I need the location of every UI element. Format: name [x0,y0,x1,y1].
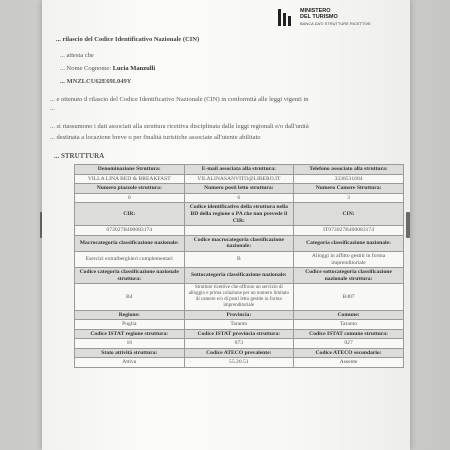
table-row [75,251,404,267]
field-value: IT073027B400083174 [294,226,404,236]
field-value: B407 [294,284,404,310]
field-value: 55.20.51 [184,358,294,368]
table-row [75,320,404,330]
ministry-emblem-icon [278,9,296,26]
field-value [184,226,294,236]
board-clip-right [406,212,410,238]
table-header-row [75,203,404,226]
paragraph-3: ... destinata a locazione breve o per finalità turistiche associate all'utente abilitato [50,134,261,141]
field-value: 073027B400083174 [75,226,185,236]
field-label: CIR: [75,203,185,226]
logo-title: MINISTERO DEL TURISMO [300,8,338,20]
table-header-row [75,310,404,320]
field-label: CIN: [294,203,404,226]
field-label: Telefono associato alla struttura: [294,165,404,175]
field-label: Comune: [294,310,404,320]
field-value: Assente [294,358,404,368]
field-value: 027 [294,339,404,349]
structure-table [74,164,404,368]
field-label: Categoria classificazione nazionale: [294,235,404,251]
field-label: Codice ATECO secondario: [294,348,404,358]
field-value: 073 [184,339,294,349]
table-header-row [75,235,404,251]
field-label: Codice ISTAT regione struttura: [75,329,185,339]
field-value: 16 [75,339,185,349]
field-label: Codice ATECO prevalente: [184,348,294,358]
table-header-row [75,184,404,194]
field-label: Codice sottocategoria classificazione nazionale struttura: [294,268,404,284]
field-label: Codice categoria classificazione nazionale struttura: [75,268,185,284]
field-value: B [184,251,294,267]
field-label: Numero piazzole struttura: [75,184,185,194]
attesta-line: ... attesta che [60,52,94,59]
field-label: Numero Camere Struttura: [294,184,404,194]
field-value: 3 [294,193,404,203]
table-row [75,339,404,349]
ministry-logo [278,8,408,30]
field-label: E-mail associata alla struttura: [184,165,294,175]
field-label: Sottocategoria classificazione nazionale: [184,268,294,284]
table-row [75,284,404,310]
field-value: 3338531684 [294,174,404,184]
section-title: ... STRUTTURA [54,152,105,160]
field-value: VILLA LINA BED & BREAKFAST [75,174,185,184]
field-label: Provincia: [184,310,294,320]
table-header-row [75,348,404,358]
codice-fiscale: ... MNZLCU62E69L049Y [60,78,132,85]
table-row [75,174,404,184]
field-label: Codice ISTAT provincia struttura: [184,329,294,339]
field-value: 0 [75,193,185,203]
field-value: Taranto [184,320,294,330]
doc-title: ... rilascio del Codice Identificativo Nazionale (CIN) [56,36,200,43]
name-label: ... Nome Cognome: [60,65,112,72]
field-label: Denominazione Struttura: [75,165,185,175]
table-header-row [75,165,404,175]
field-label: Regione: [75,310,185,320]
field-label: Macrocategoria classificazione nazionale: [75,235,185,251]
paragraph-2: ... si riassumono i dati associati alla struttura ricettiva disciplinata dalle leggi regionali e/o dall'unità [50,123,309,130]
table-row [75,226,404,236]
field-label: Stato attività struttura: [75,348,185,358]
field-value: Taranto [294,320,404,330]
paragraph-1b: ... [50,105,55,112]
table-row [75,193,404,203]
name-value: Lucia Manzulli [112,65,156,72]
field-value: Strutture ricettive che offrono un servizio di alloggio e prima colazione per un numero limitato di camere e/o di posti letto gestite in forma imprenditoriale [184,284,294,310]
field-value: Puglia [75,320,185,330]
field-value: VILALINASANVITO@LIBERO.IT [184,174,294,184]
field-value: 6 [184,193,294,203]
logo-subtitle: BANCA DATI STRUTTURE RICETTIVE [300,21,371,26]
field-value: Attiva [75,358,185,368]
field-value: Alloggi in affitto gestiti in forma imprenditoriale [294,251,404,267]
paragraph-1: ... e ottenuto il rilascio del Codice Identificativo Nazionale (CIN) in conformità alle leggi vigenti in [50,96,309,103]
field-label: Codice identificativo della struttura nella BD della regione o PA che non prevede il CIR: [184,203,294,226]
table-header-row [75,268,404,284]
field-label: Codice macrocategoria classificazione nazionale: [184,235,294,251]
field-label: Numero posti letto struttura: [184,184,294,194]
field-value: Esercizi extralberghieri complementari [75,251,185,267]
table-header-row [75,329,404,339]
table-row [75,358,404,368]
field-label: Codice ISTAT comune struttura: [294,329,404,339]
name-line [60,65,155,72]
field-value: B4 [75,284,185,310]
